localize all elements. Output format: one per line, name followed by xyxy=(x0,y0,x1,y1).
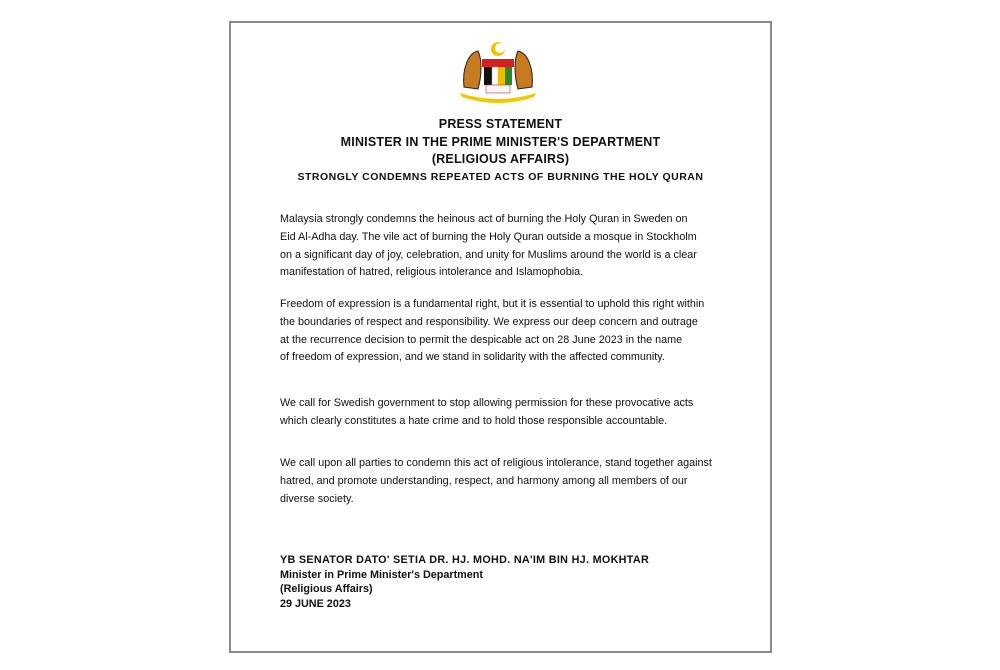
text-line: diverse society. xyxy=(280,492,354,505)
text-line: on a significant day of joy, celebration, and unity for Muslims around the world is a clear xyxy=(280,248,697,261)
signatory-portfolio: (Religious Affairs) xyxy=(280,583,373,596)
text-line: manifestation of hatred, religious intolerance and Islamophobia. xyxy=(280,266,584,279)
text-line: We call upon all parties to condemn this act of religious intolerance, stand together against xyxy=(280,457,712,469)
press-statement-title: PRESS STATEMENT xyxy=(438,117,563,131)
text-line: hatred, and promote understanding, respect, and harmony among all members of our xyxy=(280,474,688,487)
text-line: of freedom of expression, and we stand in solidarity with the affected community. xyxy=(280,351,665,364)
text-line: which clearly constitutes a hate crime and to hold those responsible accountable. xyxy=(280,414,668,427)
body-paragraph-3 xyxy=(280,395,693,431)
text-line: We call for Swedish government to stop allowing permission for these provocative acts xyxy=(280,397,694,409)
body-paragraph-1 xyxy=(280,211,697,282)
signatory-title: Minister in Prime Minister's Department xyxy=(280,568,483,581)
signatory-name: YB SENATOR DATO' SETIA DR. HJ. MOHD. NA'IM BIN HJ. MOKHTAR xyxy=(280,554,650,566)
text-line: Malaysia strongly condemns the heinous act of burning the Holy Quran in Sweden on xyxy=(280,213,688,225)
statement-date: 29 JUNE 2023 xyxy=(280,597,351,610)
portfolio-heading: (RELIGIOUS AFFAIRS) xyxy=(431,152,570,166)
press-statement-page xyxy=(229,21,772,653)
ministry-heading: MINISTER IN THE PRIME MINISTER'S DEPARTMENT xyxy=(340,134,661,149)
text-line: Eid Al-Adha day. The vile act of burning the Holy Quran outside a mosque in Stockholm xyxy=(280,230,697,243)
body-paragraph-4 xyxy=(280,455,712,508)
malaysia-coat-of-arms-logo xyxy=(456,39,540,105)
text-line: the boundaries of respect and responsibility. We express our deep concern and outrage xyxy=(280,315,698,328)
statement-subtitle: STRONGLY CONDEMNS REPEATED ACTS OF BURNING THE HOLY QURAN xyxy=(297,170,704,183)
body-paragraph-2 xyxy=(280,296,704,367)
statement-headings xyxy=(231,116,770,186)
text-line: at the recurrence decision to permit the despicable act on 28 June 2023 in the name xyxy=(280,333,683,346)
text-line: Freedom of expression is a fundamental right, but it is essential to uphold this right within xyxy=(280,298,705,310)
signature-block xyxy=(280,553,649,611)
